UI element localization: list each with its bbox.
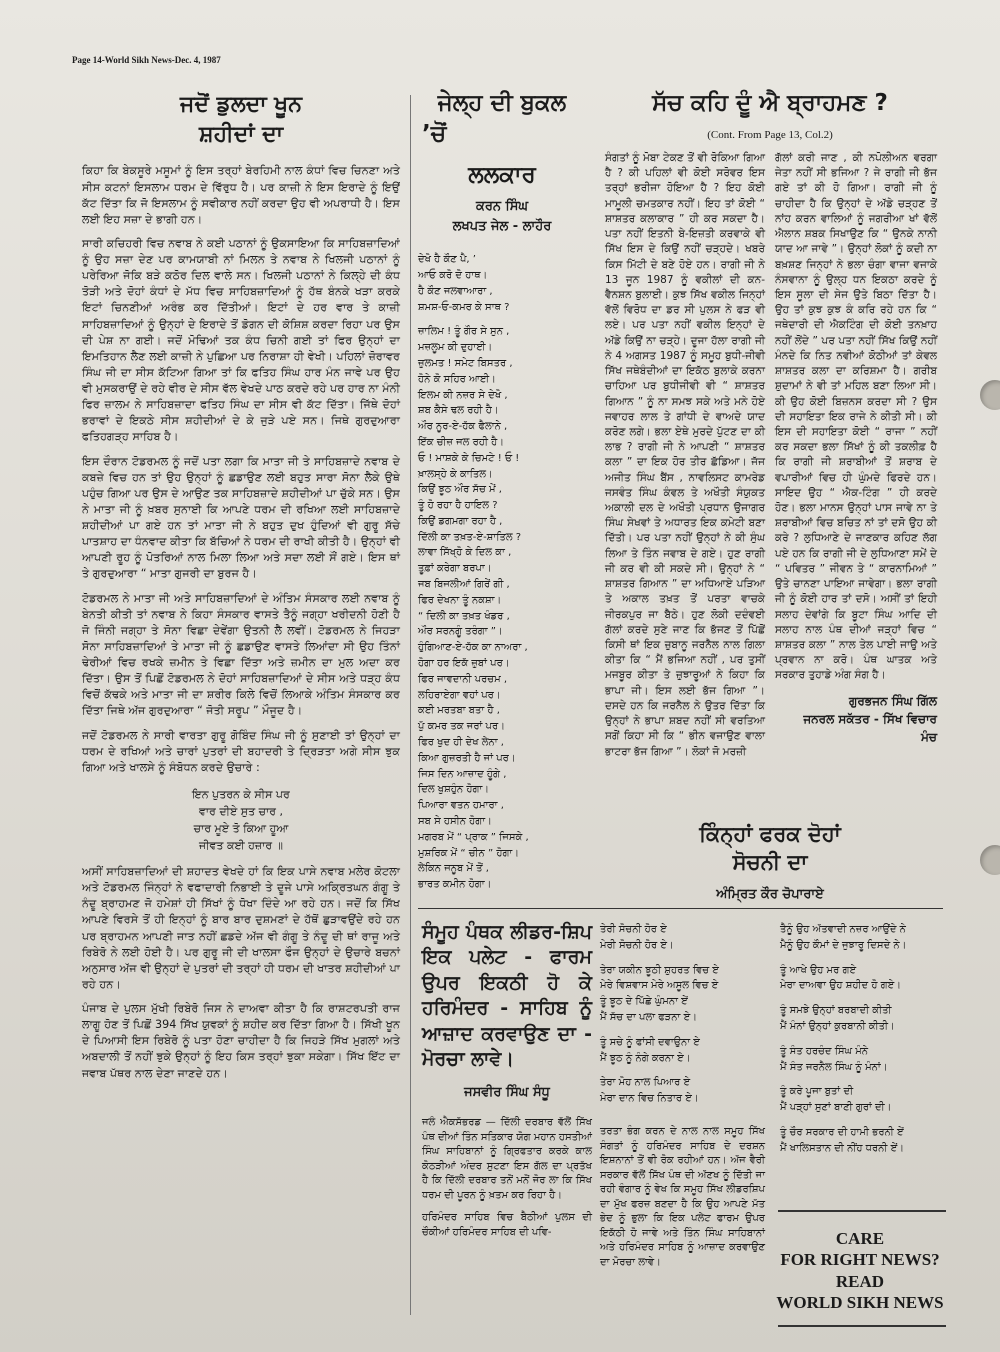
paragraph: ਤਰਤਾ ਭੰਗ ਕਰਨ ਦੇ ਨਾਲ ਨਾਲ ਸਮੂਹ ਸਿੱਖ ਸੰਗਤਾਂ ਨੂੰ ਹਰਿਮੰਦਰ ਸਾਹਿਬ ਦੇ ਦਰਸ਼ਨ ਇਸ਼ਨਾਨਾਂ ਤੋਂ ਵੀ ਰੋਕ ਰਹੀਆਂ ਹਨ। ਅੱਜ ਵੈਰੀ ਸਰਕਾਰ ਵੱਲੋਂ ਸਿੱਖ ਪੰਥ ਦੀ ਅੱਣਖ ਨੂੰ ਦਿੱਤੀ ਜਾ ਰਹੀ ਵੰਗਾਰ ਨੂੰ ਵੇਖ ਕਿ ਸਮੂਹ ਸਿੱਖ ਲੀਡਰਸ਼ਿਪ ਦਾ ਮੁੱਖ ਫਰਜ਼ ਬਣਦਾ ਹੈ ਕਿ ਉਹ ਆਪਣੇ ਮੱਤ ਭੇਦ ਨੂੰ ਭੁਲਾ ਕਿ ਇਕ ਪਲੇਟ ਫਾਰਮ ਉਪਰ ਇਕੱਠੀ ਹੋ ਜਾਵੇ ਅਤੇ ਤਿੰਨ ਸਿੰਘ ਸਾਹਿਬਾਨਾਂ ਅਤੇ ਹਰਿਮੰਦਰ ਸਾਹਿਬ ਨੂੰ ਆਜ਼ਾਦ ਕਰਵਾਉਣ ਦਾ ਮੋਰਚਾ ਲਾਵੇ। [600,1126,765,1268]
poem-line: ਆਓ ਕਰੋ ਦੋ ਹਾਥ। [418,269,488,281]
signature-name: ਗੁਰਭਜਨ ਸਿੰਘ ਗਿੱਲ [849,693,937,708]
poem-line: ਕਈ ਮਰਤਬਾ ਬਤਾ ਹੈ , [418,705,500,717]
signature-title-line2: ਮੰਚ [921,729,937,744]
column-rule [410,95,411,1315]
verse-line: ਵਾਰ ਦੀਏ ਸੁਤ ਚਾਰ , [199,804,283,818]
poem-line: ਜਿਸ ਦਿਨ ਆਜ਼ਾਦ ਹੂੰਗੇ , [418,768,507,780]
right-article-col2 [775,151,937,746]
poem2-lines-b [780,922,940,1157]
continued-note: (Cont. From Page 13, Col.2) [707,129,833,142]
section-rule [418,908,943,909]
poem-line: ਤੂੰ ਹੋ ਰਹਾ ਹੈ ਹਾਇਲ ? [418,500,498,512]
poem-line: ਕਿਉਂ ਡਗਮਗਾ ਰਹਾ ਹੈ , [418,515,503,527]
paragraph: ਜਦੋਂ ਟੋਡਰਮਲ ਨੇ ਸਾਰੀ ਵਾਰਤਾ ਗੁਰੂ ਗੋਬਿੰਦ ਸਿੰਘ ਜੀ ਨੂੰ ਸੁਣਾਈ ਤਾਂ ਉਨ੍ਹਾਂ ਦਾ ਧਰਮ ਦੇ ਰਖਿਆਂ ਅਤੇ ਚਾਰਾਂ ਪੁਤਰਾਂ ਦੀ ਬਹਾਦਰੀ ਤੇ ਦ੍ਰਿੜਤਾ ਅਗੇ ਸੀਸ ਝੁਕ ਗਿਆ ਅਤੇ ਖਾਲਸੇ ਨੂੰ ਸੰਬੋਧਨ ਕਰਦੇ ਉਚਾਰੇ : [82,728,400,774]
poem-line: ਇੱਕ ਚੀਜ਼ ਜਲ ਰਹੀ ਹੈ। [418,436,505,448]
poem-line: ਮੈਨੂੰ ਉਹ ਕੌਮਾਂ ਦੇ ਜੁਝਾਰੂ ਦਿਸਦੇ ਨੇ। [780,939,907,951]
paragraph: ਪੰਜਾਬ ਦੇ ਪੁਲਸ ਮੁੱਖੀ ਰਿਬੇਰੋ ਜਿਸ ਨੇ ਦਾਅਵਾ ਕੀਤਾ ਹੈ ਕਿ ਰਾਸ਼ਟਰਪਤੀ ਰਾਜ ਲਾਗੂ ਹੋਣ ਤੋਂ ਪਿਛੋਂ 394 ਸਿੱਖ ਯੁਵਕਾਂ ਨੂੰ ਸ਼ਹੀਦ ਕਰ ਦਿੱਤਾ ਗਿਆ ਹੈ। ਸਿੱਖੀ ਖੂਨ ਦੇ ਪਿਆਸੀ ਇਸ ਰਿਬੇਰੋ ਨੂੰ ਪਤਾ ਹੋਣਾ ਚਾਹੀਦਾ ਹੈ ਕਿ ਜਿਹੜੇ ਸਿੱਖ ਮੁਗਲਾਂ ਅਤੇ ਅਬਦਾਲੀ ਤੋਂ ਨਹੀਂ ਝੁਕੇ ਉਨ੍ਹਾਂ ਨੂੰ ਇਹ ਕਿਸ ਤਰ੍ਹਾਂ ਝੁਕਾ ਸਕੇਗਾ। ਸਿੱਖ ਇੱਟ ਦਾ ਜਵਾਬ ਪੱਥਰ ਨਾਲ ਦੇਣਾ ਜਾਣਦੇ ਹਨ। [82,1002,400,1080]
poem-line: ਮੇਰੀ ਸੋਚਨੀ ਹੋਰ ਏ। [600,939,674,951]
poem-line: ਦੇਖੋ ਹੈ ਕੌਣ ਪੈ, ’ [418,254,476,266]
stanza-gap [600,954,765,963]
stanza-gap [780,954,940,963]
poem-line: ਮੇਰਾ ਦਾਨ ਵਿਚ ਨਿਤਾਰ ਏ। [600,1093,699,1105]
stanza-gap [780,1075,940,1084]
poem-line: ਸ਼ਮਸ਼-ਓ-ਕਮਰ ਕੇ ਸਾਥ ? [418,301,510,313]
signature-title: ਜਨਰਲ ਸਕੱਤਰ - ਸਿੱਖ ਵਿਚਾਰ [803,711,937,726]
poem-line: ਮੁਸ਼ਰਿਕ ਮੇਂ “ ਚੀਨ ” ਹੋਗਾ। [418,847,520,859]
page-folio: Page 14-World Sikh News-Dec. 4, 1987 [72,55,221,65]
poem-line: ਮੈਂ ਝੂਠ ਨੂੰ ਨੰਗੇ ਕਰਨਾ ਏ। [600,1052,691,1064]
poem-line: ਤੂੰ ਆਖੇ ਉਹ ਮਰ ਗਏ [780,964,857,976]
stanza-gap [600,1026,765,1035]
poem-line: ਮੈਂ ਖਾਲਿਸਤਾਨ ਦੀ ਨੀਂਹ ਧਰਨੀ ਏਂ। [780,1142,905,1154]
stanza-gap [600,1066,765,1075]
verse-line: ਇਨ ਪੁਤਰਨ ਕੇ ਸੀਸ ਪਰ [192,787,290,801]
paragraph: ਸਾਰੀ ਕਚਿਹਰੀ ਵਿਚ ਨਵਾਬ ਨੇ ਕਈ ਪਠਾਨਾਂ ਨੂੰ ਉਕਸਾਇਆ ਕਿ ਸਾਹਿਬਜ਼ਾਦਿਆਂ ਨੂੰ ਉਹ ਸਜ਼ਾ ਦੇਣ ਪਰ ਕਾਮਯਾਬੀ ਨਾਂ ਮਿਲਨ ਤੇ ਨਵਾਬ ਨੇ ਖਿਲਜੀ ਪਠਾਨਾਂ ਨੂੰ ਪਰੇਰਿਆ ਜੋਕਿ ਬੜੇ ਕਠੋਰ ਦਿਲ ਵਾਲੇ ਸਨ। ਖਿਲਜੀ ਪਠਾਨਾਂ ਨੇ ਕਿਲ੍ਹੇ ਦੀ ਕੰਧ ਤੋੜੀ ਅਤੇ ਦੋਹਾਂ ਕੰਧਾਂ ਦੇ ਮੱਧ ਵਿਚ ਸਾਹਿਬਜ਼ਾਦਿਆਂ ਨੂੰ ਹੱਥ ਬੰਨਕੇ ਖੜਾ ਕਰਕੇ ਇਟਾਂ ਚਿਨਣੀਆਂ ਅਰੰਭ ਕਰ ਦਿੱਤੀਆਂ। ਇਟਾਂ ਦੇ ਹਰ ਵਾਰ ਤੇ ਕਾਜ਼ੀ ਸਾਹਿਬਜ਼ਾਦਿਆਂ ਨੂੰ ਉਨ੍ਹਾਂ ਦੇ ਇਰਾਦੇ ਤੋਂ ਡੋਗਨ ਦੀ ਕੋਸ਼ਿਸ਼ ਕਰਦਾ ਰਿਹਾ ਪਰ ਉਸ ਦੀ ਪੇਸ਼ ਨਾ ਗਈ। ਜਦੋਂ ਮੋਢਿਆਂ ਤਕ ਕੰਧ ਚਿਨੀ ਗਈ ਤਾਂ ਫਿਰ ਉਨ੍ਹਾਂ ਦਾ ਇਮਤਿਹਾਨ ਲੈਣ ਲਈ ਕਾਜ਼ੀ ਨੇ ਪੁਛਿਆ ਪਰ ਨਿਰਾਸ਼ਾ ਹੀ ਵੇਖੀ। ਪਹਿਲਾਂ ਜ਼ੋਰਾਵਰ ਸਿੰਘ ਜੀ ਦਾ ਸੀਸ ਕੱਟਿਆ ਗਿਆ ਤਾਂ ਕਿ ਫਤਿਹ ਸਿੰਘ ਹਾਰ ਮੰਨ ਜਾਵੇ ਪਰ ਉਹ ਵੀ ਮੁਸਕਰਾਉਂ ਦੇ ਰਹੇ ਵੀਰ ਦੇ ਸੀਸ ਵੱਲ ਵੇਖਦੇ ਪਾਠ ਕਰਦੇ ਰਹੇ ਪਰ ਹਾਰ ਨਾ ਮੰਨੀ ਫਿਰ ਜ਼ਾਲਮ ਨੇ ਸਾਹਿਬਜ਼ਾਦਾ ਫਤਿਹ ਸਿੰਘ ਦਾ ਸੀਸ ਵੀ ਕੱਟ ਦਿੱਤਾ। ਜਿੱਥੇ ਦੋਹਾਂ ਭਰਾਵਾਂ ਦੇ ਇਕਠੇ ਸੀਸ ਸ਼ਹੀਦੀਆਂ ਦੇ ਕੇ ਜੁੜੇ ਪਏ ਸਨ। ਜਿਥੇ ਗੁਰਦੁਆਰਾ ਫਤਿਹਗੜ੍ਹ ਸਾਹਿਬ ਹੈ। [82,236,400,444]
poem2-lines-a [600,922,765,1107]
poem-line: ਤੂੰ ਝੂਠ ਦੇ ਪਿੱਛੇ ਘੁੰਮਨਾ ਏਂ [600,996,688,1008]
poem-title-line3: ਲਲਕਾਰ [468,162,536,189]
boxed-article-col2 [600,1125,765,1278]
paragraph: ਜਲੰ ਐਕਸੱਭਰਡ — ਦਿੱਲੀ ਦਰਬਾਰ ਵੱਲੋਂ ਸਿੱਖ ਪੰਥ ਦੀਆਂ ਤਿੰਨ ਸਤਿਕਾਰ ਯੋਗ ਮਹਾਨ ਹਸਤੀਆਂ ਸਿੰਘ ਸਾਹਿਬਾਨਾਂ ਨੂੰ ਗ੍ਰਿਫਤਾਰ ਕਰਕੇ ਕਾਲ ਕੋਠੜੀਆਂ ਅੰਦਰ ਸੁਟਣਾ ਇਸ ਗੱਲ ਦਾ ਪ੍ਰਤੱਖ ਹੈ ਕਿ ਦਿੱਲੀ ਦਰਬਾਰ ਤਨੋਂ ਮਨੋਂ ਜੋਰ ਲਾ ਕਿ ਸਿੱਖ ਧਰਮ ਦੀ ਪੂਰਨ ਨੂੰ ਖ਼ਤਮ ਕਰ ਰਿਹਾ ਹੈ। [422,1117,592,1201]
poem2-author: ਅੰਮ੍ਰਿਤ ਕੌਰ ਚੋਪਾਰਾਏ [716,886,824,902]
poem2-title-line2: ਸੋਚਨੀ ਦਾ [732,850,808,875]
poem-line: ਮੈਂ ਪੜ੍ਹਾਂ ਸੁਣਾਂ ਬਾਣੀ ਗੁਰਾਂ ਦੀ। [780,1102,892,1114]
care-promo [775,1228,945,1314]
poem-body [418,252,586,893]
poem-line: ਕਿਆ ਗੁਜ਼ਰਤੀ ਹੈ ਜਾਂ ਪਰ। [418,752,516,764]
paragraph: ਟੋਡਰਮਲ ਨੇ ਮਾਤਾ ਜੀ ਅਤੇ ਸਾਹਿਬਜ਼ਾਦਿਆਂ ਦੇ ਅੰਤਿਮ ਸੰਸਕਾਰ ਲਈ ਨਵਾਬ ਨੂੰ ਬੇਨਤੀ ਕੀਤੀ ਤਾਂ ਨਵਾਬ ਨੇ ਕਿਹਾ ਸੰਸਕਾਰ ਵਾਸਤੇ ਤੈਨੂੰ ਜਗ੍ਹਾ ਖਰੀਦਨੀ ਹੋਣੀ ਹੈ ਜੋ ਜਿੰਨੀ ਜਗ੍ਹਾ ਤੇ ਸੋਨਾ ਵਿਛਾ ਦੇਵੇਂਗਾ ਉਤਨੀ ਲੈ ਲਵੀਂ। ਟੋਡਰਮਲ ਨੇ ਜਿਹੜਾ ਸੋਨਾ ਸਾਹਿਬਜ਼ਾਦਿਆਂ ਤੇ ਮਾਤਾ ਜੀ ਨੂੰ ਛਡਾਉਣ ਵਾਸਤੇ ਲਿਆਂਦਾ ਸੀ ਉਹ ਤਿੰਨਾਂ ਢੇਰੀਆਂ ਵਿਚ ਰਖਕੇ ਜ਼ਮੀਨ ਤੇ ਵਿਛਾ ਦਿੱਤਾ ਅਤੇ ਜ਼ਮੀਨ ਦਾ ਮੁਲ ਅਦਾ ਕਰ ਦਿੱਤਾ। ਉਸ ਤੋਂ ਪਿਛੋਂ ਟੋਡਰਮਲ ਨੇ ਦੋਹਾਂ ਸਾਹਿਬਜ਼ਾਦਿਆਂ ਦੇ ਸੀਸ ਅਤੇ ਧੜ੍ਹ ਕੰਧ ਵਿਚੋਂ ਕੱਢਕੇ ਅਤੇ ਮਾਤਾ ਜੀ ਦਾ ਸ਼ਰੀਰ ਕਿਲੇ ਵਿਚੋਂ ਲਿਆਕੇ ਅੰਤਿਮ ਸੰਸਕਾਰ ਕਰ ਦਿੱਤਾ ਜਿਥੇ ਅੱਜ ਗੁਰਦੁਆਰਾ “ ਜੋਤੀ ਸਰੂਪ ” ਮੌਜੂਦ ਹੈ। [82,591,400,718]
poem-line: ਸ਼ਬ ਕੈਸੇ ਢਲ ਰਹੀ ਹੈ। [418,405,499,417]
care-top-rule [778,1210,946,1212]
care-line: WORLD SIKH NEWS [776,1293,944,1313]
poem-line: ਸਬ ਸੇ ਹਸੀਨ ਹੋਗਾ। [418,816,492,828]
poem-line: ਤੂੰ ਚੌਰ ਸਰਕਾਰ ਦੀ ਹਾਮੀ ਭਰਨੀ ਏਂ [780,1126,904,1138]
poem-line: ਖ਼ਾਲਸ੍ਹੇ ਕੇ ਕਾਤਿਲ। [418,468,493,480]
poem-line: ਕਿਉਂ ਝੂਠ ਔਰ ਸੱਚ ਮੇਂ , [418,484,502,496]
poem-line: ਤੇਰੀ ਸੋਚਨੀ ਹੋਰ ਏ [600,924,667,935]
poem-author-location: ਲਖਪਤ ਜੇਲ - ਲਾਹੌਰ [452,218,552,234]
paragraph: ਇਸ ਦੌਰਾਨ ਟੋਡਰਮਲ ਨੂੰ ਜਦੋਂ ਪਤਾ ਲਗਾ ਕਿ ਮਾਤਾ ਜੀ ਤੇ ਸਾਹਿਬਜ਼ਾਦੇ ਨਵਾਬ ਦੇ ਕਬਜ਼ੇ ਵਿਚ ਹਨ ਤਾਂ ਉਹ ਉਨ੍ਹਾਂ ਨੂੰ ਛਡਾਉਣ ਲਈ ਬਹੁਤ ਸਾਰਾ ਸੋਨਾ ਲੈਕੇ ਉਥੇ ਪਹੁੰਚ ਗਿਆ ਪਰ ਉਸ ਦੇ ਆਉਣ ਤਕ ਸਾਹਿਬਜ਼ਾਦੇ ਸ਼ਹੀਦੀਆਂ ਪਾ ਚੁੱਕੇ ਸਨ। ਉਸ ਨੇ ਮਾਤਾ ਜੀ ਨੂੰ ਖ਼ਬਰ ਸੁਨਾਈ ਕਿ ਆਪਣੇ ਧਰਮ ਦੀ ਰਖਿਆ ਲਈ ਸਾਹਿਬਜ਼ਾਦੇ ਸ਼ਹੀਦੀਆਂ ਪਾ ਗਏ ਹਨ ਤਾਂ ਮਾਤਾ ਜੀ ਨੇ ਬਹੁਤ ਦੁਖ ਹੁੰਦਿਆਂ ਵੀ ਗੁਰੂ ਸੱਚੇ ਪਾਤਸ਼ਾਹ ਦਾ ਧੰਨਵਾਦ ਕੀਤਾ ਕਿ ਬੱਚਿਆਂ ਨੇ ਧਰਮ ਦੀ ਰਾਖੀ ਕੀਤੀ ਹੈ। ਉਨ੍ਹਾਂ ਵੀ ਆਪਣੀ ਰੂਹ ਨੂੰ ਪੋਤਰਿਆਂ ਨਾਲ ਮਿਲਾ ਲਿਆ ਅਤੇ ਸਦਾ ਲਈ ਸੌਂ ਗਏ। ਇਸ ਥਾਂ ਤੇ ਗੁਰਦੁਆਰਾ “ ਮਾਤਾ ਗੁਜਰੀ ਦਾ ਬੁਰਜ ਹੈ। [82,454,400,581]
paragraph: ਹਰਿਮੰਦਰ ਸਾਹਿਬ ਵਿਚ ਬੈਠੀਆਂ ਪੁਲਸ ਦੀ ਚੌਕੀਆਂ ਹਰਿਮੰਦਰ ਸਾਹਿਬ ਦੀ ਪਵਿ- [422,1212,592,1238]
poem-line: ਪਿਆਰਾ ਵਤਨ ਹਮਾਰਾ , [418,800,504,812]
poem-line: ਦਿੱਲੀ ਕਾ ਤਖ਼ਤ-ਏ-ਸ਼ਾਤਿਲ ? [418,531,522,543]
poem2-col-b [780,922,940,1157]
stanza-gap [780,1116,940,1125]
poem-line: ਤੈਨੂੰ ਉਹ ਅੱਤਵਾਦੀ ਨਜ਼ਰ ਆਉਂਦੇ ਨੇ [780,924,906,935]
care-bottom-rule [778,1325,946,1327]
paragraph: ਅਸੀਂ ਸਾਹਿਬਜ਼ਾਦਿਆਂ ਦੀ ਸ਼ਹਾਦਤ ਵੇਖਦੇ ਹਾਂ ਕਿ ਇਕ ਪਾਸੇ ਨਵਾਬ ਮਲੇਰ ਕੋਟਲਾ ਅਤੇ ਟੋਡਰਮਲ ਜਿੰਨ੍ਹਾਂ ਨੇ ਵਫਾਦਾਰੀ ਨਿਭਾਈ ਤੇ ਦੂਜੇ ਪਾਸੇ ਅਕ੍ਰਿਤਘਨ ਗੰਗੂ ਤੇ ਨੰਦੂ ਬ੍ਰਾਹਮਣ ਜੋ ਹਮੇਸ਼ਾਂ ਹੀ ਸਿੱਖਾਂ ਨੂੰ ਧੋਖਾ ਦਿੰਦੇ ਆ ਰਹੇ ਹਨ। ਜਦੋਂ ਕਿ ਸਿੱਖ ਆਪਣੇ ਵਿਰਸੇ ਤੋਂ ਹੀ ਇਨ੍ਹਾਂ ਨੂੰ ਬਾਰ ਬਾਰ ਦੁਸ਼ਮਣਾਂ ਦੇ ਹੱਥੋਂ ਛੁੜਾਵਉਂਦੇ ਰਹੇ ਹਨ ਪਰ ਬ੍ਰਾਹਮਨ ਆਪਣੀ ਜਾਤ ਨਹੀਂ ਛਡਦੇ ਅੱਜ ਵੀ ਗੰਗੂ ਤੇ ਨੰਦੂ ਦੀ ਥਾਂ ਰਾਜੂ ਅਤੇ ਰਿਬੇਰੋ ਨੇ ਲਈ ਹੋਈ ਹੈ। ਪਰ ਗੁਰੂ ਜੀ ਦੀ ਖਾਲਸਾ ਫੌਜ ਉਨ੍ਹਾਂ ਦੇ ਉਚਾਰੇ ਬਚਨਾਂ ਅਨੁਸਾਰ ਅੱਜ ਵੀ ਉਨ੍ਹਾਂ ਦੇ ਪੁਤਰਾਂ ਦੀ ਤਰ੍ਹਾਂ ਹੀ ਧਰਮ ਦੀ ਖਾਤਰ ਸ਼ਹੀਦੀਆਂ ਪਾ ਰਹੇ ਹਨ। [82,865,400,991]
poem-line: ਤੂੰ ਸਮਝੇ ਉਨ੍ਹਾਂ ਬਰਬਾਦੀ ਕੀਤੀ [780,1005,892,1017]
care-line: CARE [835,1229,885,1248]
poem-line: ਮਗਰਬ ਮੇਂ “ ਪ੍ਰਾਕ ” ਜਿਸਕੇ , [418,831,529,843]
poem-line: ਹੁੰਗਿਆਣ-ਏ-ਹੱਕ ਕਾ ਨਾਅਰਾ , [418,642,528,654]
poem-line: ਹੋਗਾ ਹਰ ਇਕੱ ਜ਼ੁਬਾਂ ਪਰ। [418,658,510,670]
poem-line: ਮੈਂ ਸੱਚ ਦਾ ਪਲਾ ਫੜਨਾ ਏ। [600,1011,697,1023]
poem-line: ਮੇਰੇ ਵਿਸ਼ਵਾਸ ਮੇਰੇ ਅਸੂਲ ਵਿਚ ਏ [600,980,719,992]
poem-line: ਫਿਰ ਜਾਵਦਾਨੀ ਪਰਚਮ , [418,673,508,685]
poem-line: ਮੇਰਾ ਦਾਅਵਾ ਉਹ ਸ਼ਹੀਦ ਹੋ ਗਏ। [780,980,902,992]
poem-line: ਜ਼ੁਲਮਤ ! ਸਮੇਟ ਬਿਸਤਰ , [418,357,513,369]
poem-line: ਲੇਕਿਨ ਜਨੂਬ ਮੇਂ ਤੋਂ , [418,863,489,875]
poem-line: ਤੂੰ ਸਚੇ ਨੂੰ ਫਾਂਸੀ ਦਵਾਉਨਾ ਏ [600,1036,700,1048]
poem-line: ਔਰ ਨੂਰ-ਏ-ਹੱਕ ਫੈਲਾਨੇ , [418,421,508,433]
poem-author: ਕਰਨ ਸਿੰਘ [475,199,529,215]
left-article-title: ਜਦੋਂ ਡੁਲਦਾ ਖੂਨ [180,92,302,117]
poem-line: ਹੋਨੇ ਕੋ ਸਹਿਰ ਆਈ। [418,373,496,385]
poem-line: ਪੁੱ ਕਮਰ ਤਕ ਜਰਾਂ ਪਰ। [418,721,505,733]
binder-hole [980,380,1000,410]
paragraph: ਸੰਗਤਾਂ ਨੂੰ ਮੋਬਾ ਟੇਕਣ ਤੋਂ ਵੀ ਰੋਕਿਆ ਗਿਆ ਹੈ ? ਕੀ ਪਹਿਲਾਂ ਵੀ ਕੋਈ ਸਰੋਵਰ ਇਸ ਤਰ੍ਹਾਂ ਭਰੀਜਾ ਹੋਇਆ ਹੈ ? ਇਹ ਕੋਈ ਮਾਮੂਲੀ ਚਮਤਕਾਰ ਨਹੀਂ। ਇਹ ਤਾਂ ਕੋਈ “ ਸ਼ਾਸ਼ਤਰ ਕਲਾਕਾਰ ” ਹੀ ਕਰ ਸਕਦਾ ਹੈ। ਪਤਾ ਨਹੀਂ ਇਤਨੀ ਬੇ-ਇਜ਼ਤੀ ਕਰਵਾਕੇ ਵੀ ਸਿੱਖ ਇਸ ਦੇ ਕਿਉਂ ਨਹੀਂ ਚੜ੍ਹਦੇ। ਖਬਰੇ ਕਿਸ ਮਿੱਟੀ ਦੇ ਬਣੇ ਹੋਏ ਹਨ। ਰਾਗੀ ਜੀ ਨੇ 13 ਜੂਨ 1987 ਨੂੰ ਵਕੀਲਾਂ ਦੀ ਕਨ-ਵੈਨਸ਼ਨ ਬੁਲਾਈ। ਕੁਝ ਸਿੱਖ ਵਕੀਲ ਜਿਨ੍ਹਾਂ ਵੱਲੋਂ ਵਿਰੋਧ ਦਾ ਡਰ ਸੀ ਪੁਲਸ ਨੇ ਫੜ ਵੀ ਲਏ। ਪਰ ਪਤਾ ਨਹੀਂ ਵਕੀਲ ਇਨ੍ਹਾਂ ਦੇ ਅੱਡੇ ਕਿਉਂ ਨਾ ਚੜ੍ਹੇ। ਦੂਜਾ ਹੱਲਾ ਰਾਗੀ ਜੀ ਨੇ 4 ਅਗਸਤ 1987 ਨੂੰ ਸਮੂਹ ਬੁਧੀ-ਜੀਵੀ ਸਿੱਖ ਜਥੇਬੰਦੀਆਂ ਦਾ ਇਕੱਠ ਬੁਲਾਕੇ ਕਰਨਾ ਚਾਹਿਆ ਪਰ ਬੁਧੀਜੀਵੀ ਵੀ “ ਸ਼ਾਸ਼ਤਰ ਗਿਆਨ ” ਨੂੰ ਨਾ ਸਮਝ ਸਕੇ ਅਤੇ ਮਨੇ ਹੋਏ ਜਵਾਹਰ ਲਾਲ ਤੇ ਗਾਂਧੀ ਦੇ ਵਾਅਦੇ ਯਾਦ ਕਰੋਣ ਲਗੇ। ਭਲਾ ਏਥੇ ਮੁਰਦੇ ਪੁੱਟਣ ਦਾ ਕੀ ਲਾਭ ? ਰਾਗੀ ਜੀ ਨੇ ਆਪਣੀ “ ਸ਼ਾਸ਼ਤਰ ਕਲਾ ” ਦਾ ਇਕ ਹੋਰ ਤੀਰ ਛੱਡਿਆ। ਜੱਜ ਅਜੀਤ ਸਿੰਘ ਬੈਂਸ , ਨਾਵਲਿਸਟ ਕਾਮਰੇਡ ਜਸਵੰਤ ਸਿੰਘ ਕੰਵਲ ਤੇ ਅਖੌਤੀ ਸੰਯੁਕਤ ਅਕਾਲੀ ਦਲ ਦੇ ਅਖੌਤੀ ਪ੍ਰਧਾਨ ਉਜਾਗਰ ਸਿੰਘ ਸੇਖਵਾਂ ਤੇ ਅਧਾਰਤ ਇਕ ਕਮੇਟੀ ਬਣਾ ਦਿੱਤੀ। ਪਰ ਪਤਾ ਨਹੀਂ ਉਨ੍ਹਾਂ ਨੇ ਕੀ ਸੁੰਘ ਲਿਆ ਤੇ ਤਿੰਨ ਜਵਾਬ ਦੇ ਗਏ। ਹੁਣ ਰਾਗੀ ਜੀ ਕਰ ਵੀ ਕੀ ਸਕਦੇ ਸੀ। ਉਨ੍ਹਾਂ ਨੇ “ ਸ਼ਾਸ਼ਤਰ ਗਿਆਨ ” ਦਾ ਅਧਿਆਏ ਪੜਿਆ ਤੇ ਅਕਾਲ ਤਖ਼ਤ ਤੋਂ ਪਰਤਾ ਵਾਚਕੇ ਜੀਰਕਪੁਰ ਜਾ ਬੈਠੇ। ਹੁਣ ਲੋਕੀ ਦਦੰਵਈ ਗੱਲਾਂ ਕਰਦੇ ਸੁਣੇ ਜਾਣ ਕਿ ਭੱਜਣ ਤੋਂ ਪਿੱਛੋਂ ਕਿਸੀ ਥਾਂ ਇਕ ਜ਼ੁਬਾਨੂ ਜਰਨੈਲ ਨਾਲ ਗਿਲਾ ਕੀਤਾ ਕਿ “ ਮੈਂ ਭਜਿਆ ਨਹੀਂ , ਪਰ ਤੁਸੀਂ ਮਜਬੂਰ ਕੀਤਾ ਤੇ ਜ਼ੁਝਾਰੂਆਂ ਨੇ ਕਿਹਾ ਕਿ ਭਾਪਾ ਜੀ। ਇਸ ਲਈ ਭੱਜ ਗਿਆ ”। ਦਸਦੇ ਹਨ ਕਿ ਜਰਨੈਲ ਨੇ ਉਤਰ ਦਿੱਤਾ ਕਿ ਉਨ੍ਹਾਂ ਨੇ ਭਾਪਾ ਸ਼ਬਦ ਨਹੀਂ ਸੀ ਵਰਤਿਆ ਸਗੋਂ ਕਿਹਾ ਸੀ ਕਿ “ ਭੀਨ ਵਜਾਉਣ ਵਾਲਾ ਭਾਟਰਾ ਭੱਜ ਗਿਆ ”। ਲੋਕਾਂ ਜੋ ਮਰਜ਼ੀ [605,152,765,758]
poem-line: ਮੈਂ ਸੰਤ ਜਰਨੈਲ ਸਿੰਘ ਨੂੰ ਮੰਨਾਂ। [780,1061,888,1073]
stanza-gap [418,315,586,324]
poem2-header [600,820,940,904]
boxed-headline: ਸੰਮੂਹ ਪੰਥਕ ਲੀਡਰ-ਸ਼ਿਪ ਇਕ ਪਲੇਟ - ਫਾਰਮ ਉਪਰ ਇਕਠੀ ਹੋ ਕੇ ਹਰਿਮੰਦਰ - ਸਾਹਿਬ ਨੂੰ ਆਜ਼ਾਦ ਕਰਵਾਉਣ ਦਾ - ਮੋਰਚਾ ਲਾਵੇ। [422,921,592,1071]
boxed-article [422,920,592,1240]
poem-line: ਤੇਰਾ ਯਕੀਨ ਝੂਠੀ ਸ਼ੁਹਰਤ ਵਿਚ ਏ [600,964,719,976]
poem-line: ਭਾਰਤ ਕਮੀਨ ਹੋਗਾ। [418,879,492,891]
poem-line: ਲਹਿਰਾਏਗਾ ਵਹਾਂ ਪਰ। [418,689,501,701]
poem-line: ਤੂੰ ਸੰਤ ਹਰਚੰਦ ਸਿੰਘ ਮੰਨੇ [780,1045,869,1057]
binder-hole [980,845,1000,875]
verse-line: ਜੀਵਤ ਕਈ ਹਜ਼ਾਰ ॥ [199,839,283,853]
left-article [82,90,400,1090]
poem-line: ਜ਼ਾਲਿਮ ! ਤੂੰ ਗੌਰ ਸੇ ਸੁਨ , [418,326,510,338]
verse-block [82,786,400,854]
poem-line: ਤੂੰ ਕਰੇ ਪੂਜਾ ਬੁਤਾਂ ਦੀ [780,1086,854,1098]
right-article [605,88,935,147]
poem-line: ਤੇਰਾ ਮੋਹ ਨਾਲ ਪਿਆਰ ਏ [600,1077,691,1089]
right-article-title: ਸੱਚ ਕਹਿ ਦੂੰ ਐ ਬ੍ਰਾਹਮਣ ? [652,90,888,116]
middle-poem [418,88,586,893]
left-article-title-line2: ਸ਼ਹੀਦਾਂ ਦਾ [198,121,284,147]
poem2-title: ਕਿੰਨ੍ਹਾਂ ਫਰਕ ਦੋਹਾਂ [699,822,841,846]
poem-line: ਜਬ ਬਿਜਲੀਆਂ ਗਿਰੇਂ ਗੀ , [418,579,510,591]
poem-line: ਓ ! ਮਾਸ਼ਕੇ ਕੇ ਚਿਮਟੇ ! ਓ ! [418,452,520,464]
care-line: READ [835,1271,885,1291]
poem-title-line2: ’ਚੋਂ [422,121,447,148]
poem2-col-a [600,922,765,1107]
poem-line: ਲਾਵਾ ਸਿੱਖ੍ਹੋ ਕੇ ਦਿਲ ਕਾ , [418,547,512,559]
poem-line: ਇਲਮ ਕੀ ਨਜ਼ਰ ਸੇ ਦੇਖੋ , [418,389,508,401]
care-line: FOR RIGHT NEWS? [780,1250,940,1270]
boxed-byline: ਜਸਵੀਰ ਸਿੰਘ ਸੰਧੂ [464,1084,550,1100]
poem-line: ਫਿਰ ਖੁਦ ਹੀ ਦੇਖ ਲੇਨਾ , [418,737,504,749]
poem-line: ਹੈ ਕੌਣ ਜਲਵਾਆਰਾ , [418,285,493,297]
stanza-gap [780,1035,940,1044]
paragraph: ਗੱਲਾਂ ਕਰੀ ਜਾਣ , ਕੀ ਨਪੋਲੀਅਨ ਵਰਗਾ ਜੇਤਾ ਨਹੀਂ ਸੀ ਭਜਿਆ ? ਜੇ ਰਾਗੀ ਜੀ ਭੱਜ ਗਏ ਤਾਂ ਕੀ ਹੋ ਗਿਆ। ਰਾਗੀ ਜੀ ਨੂੰ ਚਾਹੀਦਾ ਹੈ ਕਿ ਉਨ੍ਹਾਂ ਦੇ ਅੱਡੇ ਚੜ੍ਹਣ ਤੋਂ ਨਾਂਹ ਕਰਨ ਵਾਲਿਆਂ ਨੂੰ ਜਗਰੀਆ ਖਾਂ ਵੱਲੋਂ ਐਲਾਨ ਸ਼ਬਕ ਸਿਖਾਉਣ ਕਿ “ ਉਨਕੇ ਨਾਨੀ ਯਾਦ ਆ ਜਾਵੇ ”। ਉਨ੍ਹਾਂ ਲੋਕਾਂ ਨੂੰ ਕਦੀ ਨਾ ਬਖ਼ਸ਼ਣ ਜਿਨ੍ਹਾਂ ਨੇ ਭਲਾ ਚੰਗਾ ਵਾਜਾ ਵਜਾਕੇ ਨੰਸਵਾਨਾ ਨੂੰ ਉਲ੍ਹ ਧਨ ਇਕਠਾ ਕਰਦੇ ਨੂੰ ਇਸ ਸੂਲਾ ਦੀ ਸੇਜ ਉਤੇ ਬਿਠਾ ਦਿੱਤਾ ਹੈ। ਉਹ ਤਾਂ ਕੁਝ ਕੁਝ ਕੰ ਕਰਿ ਰਹੇ ਹਨ ਕਿ “ ਜਥੇਦਾਰੀ ਦੀ ਐਕਟਿੰਗ ਦੀ ਕੋਈ ਤਨਖ਼ਾਹ ਨਹੀਂ ਲੋਂਦੇ ” ਪਰ ਪਤਾ ਨਹੀਂ ਸਿੱਖ ਕਿਉਂ ਨਹੀਂ ਮੰਨਦੇ ਕਿ ਨਿਤ ਨਵੀਆਂ ਕੋਠੀਆਂ ਤਾਂ ਕੇਵਲ ਸ਼ਾਸ਼ਤਰ ਕਲਾ ਦਾ ਕਰਿਸ਼ਮਾ ਹੈ। ਗਰੀਬ ਸ਼ੁਦਾਮਾਂ ਨੇ ਵੀ ਤਾਂ ਮਹਿਲ ਬਣਾ ਲਿਆ ਸੀ। ਕੀ ਉਹ ਕੋਈ ਬਿਜ਼ਨਸ ਕਰਦਾ ਸੀ ? ਉਸ ਦੀ ਸਹਾਇਤਾ ਇਕ ਰਾਜੇ ਨੇ ਕੀਤੀ ਸੀ। ਕੀ ਇਸ ਦੀ ਸਹਾਇਤਾ ਕੋਈ “ ਰਾਜਾ ” ਨਹੀਂ ਕਰ ਸਕਦਾ ਭਲਾ ਸਿੱਖਾਂ ਨੂੰ ਕੀ ਤਕਲੀਫ਼ ਹੈ ਕਿ ਰਾਗੀ ਜੀ ਸ਼ਰਾਬੀਆਂ ਤੋਂ ਸ਼ਰਾਬ ਦੇ ਵਪਾਰੀਆਂ ਵਿਚ ਹੀ ਘੁੰਮਦੇ ਫਿਰਦੇ ਹਨ। ਸਾਇਦ ਉਹ “ ਐਕ-ਟਿੰਗ ” ਹੀ ਕਰਦੇ ਹੋਣ। ਭਲਾ ਮਾਨਸ ਉਨ੍ਹਾਂ ਪਾਸ ਜਾਵੇ ਨਾ ਤੇ ਸ਼ਰਾਬੀਆਂ ਵਿਚ ਬਚਿਤ ਨਾਂ ਤਾਂ ਦਸੋ ਉਹ ਕੀ ਕਰੇ ? ਲੁਧਿਆਣੇ ਦੇ ਜਾਣਕਾਰ ਕਹਿਣ ਲੱਗ ਪਏ ਹਨ ਕਿ ਰਾਗੀ ਜੀ ਦੇ ਲੁਧਿਆਣਾ ਸਮੇਂ ਦੇ “ ਪਵਿਤਰ ” ਜੀਵਨ ਤੇ “ ਕਾਰਨਾਮਿਆਂ ” ਉਤੇ ਚਾਨਣਾ ਪਾਇਆ ਜਾਵੇਗਾ। ਭਲਾ ਰਾਗੀ ਜੀ ਨੂੰ ਕੋਈ ਹਾਰ ਤਾਂ ਦਸੋ। ਅਸੀਂ ਤਾਂ ਇਹੀ ਸਲਾਹ ਦੇਵਾਂਗੇ ਕਿ ਬੂਟਾ ਸਿੰਘ ਆਦਿ ਦੀ ਸਲਾਹ ਨਾਲ ਪੰਥ ਦੀਆਂ ਜੜ੍ਹਾਂ ਵਿਚ “ ਸ਼ਾਸ਼ਤਰ ਕਲਾ ” ਨਾਲ ਤੇਲ ਪਾਈ ਜਾਉ ਅਤੇ ਪ੍ਰਵਾਨ ਨਾ ਕਰੋ। ਪੰਥ ਘਾਤਕ ਅਤੇ ਸਰਕਾਰ ਤੁਹਾਡੇ ਅੰਗ ਸੰਗ ਹੈ। [775,152,937,682]
paragraph: ਕਿਹਾ ਕਿ ਬੇਕਸੂਰੇ ਮਸੂਮਾਂ ਨੂੰ ਇਸ ਤਰ੍ਹਾਂ ਬੇਰਹਿਮੀ ਨਾਲ ਕੰਧਾਂ ਵਿਚ ਚਿਨਣਾ ਅਤੇ ਸੀਸ ਕਟਨਾਂ ਇਸਲਾਮ ਧਰਮ ਦੇ ਵਿੱਰੁਧ ਹੈ। ਪਰ ਕਾਜ਼ੀ ਨੇ ਇਸ ਇਰਾਦੇ ਨੂੰ ਇਉਂ ਕੱਟ ਦਿੱਤਾ ਕਿ ਜੋ ਇਸਲਾਮ ਨੂੰ ਸਵੀਕਾਰ ਨਹੀਂ ਕਰਦਾ ਉਹ ਵੀ ਅਪਰਾਧੀ ਹੈ। ਇਸ ਲਈ ਇਹ ਸਜ਼ਾ ਦੇ ਭਾਗੀ ਹਨ। [82,164,400,226]
poem-line: ਮੈਂ ਮੰਨਾਂ ਉਨ੍ਹਾਂ ਕੁਰਬਾਨੀ ਕੀਤੀ। [780,1020,895,1032]
stanza-gap [780,994,940,1003]
verse-line: ਚਾਰ ਮੂਏ ਤੋ ਕਿਆ ਹੂਆ [193,821,289,835]
poem-line: ਫਿਰ ਦੇਖਨਾ ਤੂੰ ਨਕਸ਼ਾ। [418,594,502,606]
poem-line: “ ਦਿਲੀ ਕਾ ਤਖ਼ਤ ਖੰਡਰ , [418,610,510,622]
right-article-col1 [605,151,765,768]
poem-line: ਤੂਫ਼ਾਂ ਕਰੇਗਾ ਬਰਪਾ। [418,563,492,575]
poem-line: ਔਰ ਸਰਨਗੂੰ ਤਰੰਗਾ ”। [418,626,503,638]
poem-line: ਦਿਲ ਖੁਸ਼ਹੁੰਨ ਹੋਗਾ। [418,784,490,796]
poem-title: ਜੇਲ੍ਹ ਦੀ ਬੁਕਲ [437,90,567,116]
poem-line: ਮਜ਼ਲੂਮ ਕੀ ਦੁਹਾਈ। [418,342,493,354]
